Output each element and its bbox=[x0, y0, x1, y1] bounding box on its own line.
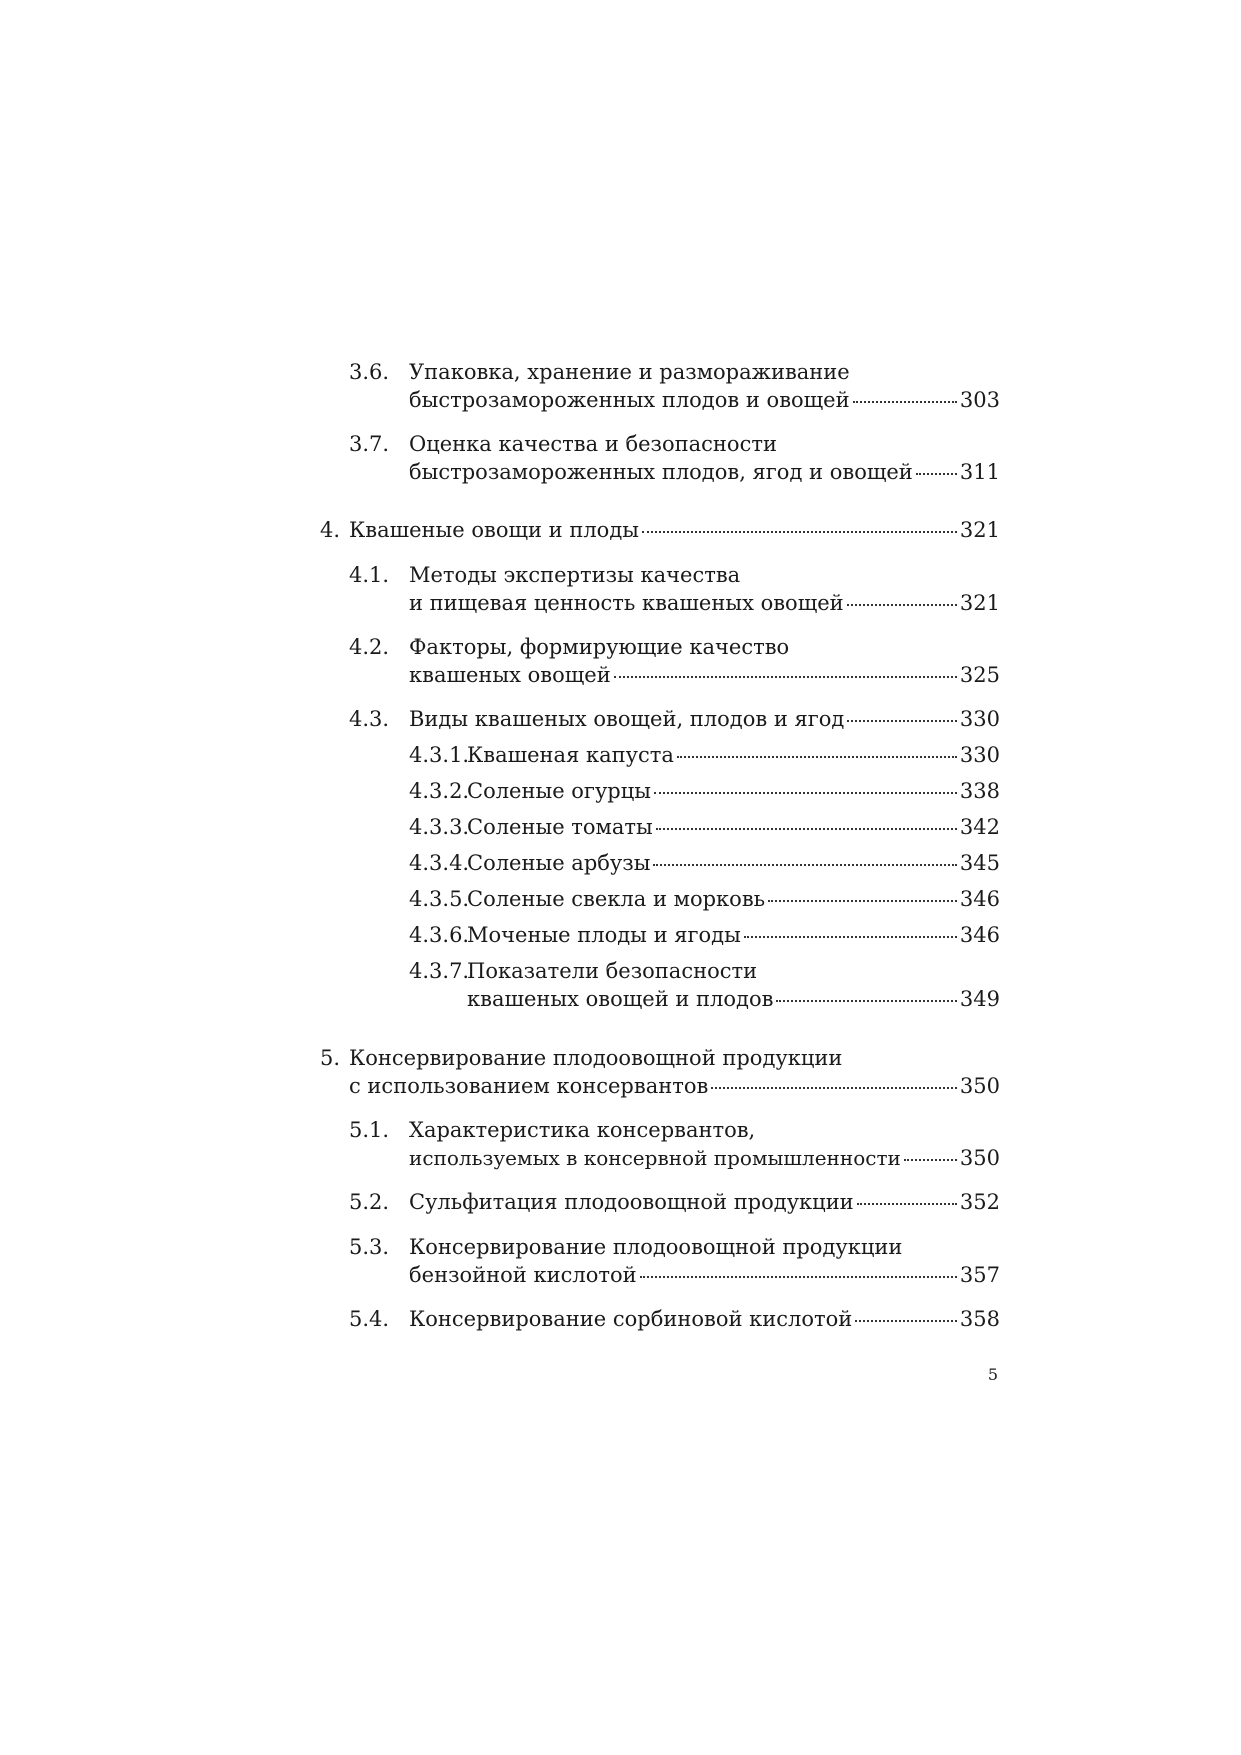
toc-entry-number: 4.3.4. bbox=[409, 851, 470, 875]
toc-entry-page: 346 bbox=[959, 923, 1000, 947]
toc-entry-title-line: Виды квашеных овощей, плодов и ягод bbox=[409, 707, 845, 731]
dot-leader bbox=[640, 1276, 957, 1278]
toc-entry-page: 321 bbox=[959, 518, 1000, 542]
toc-entry-title-line: Сульфитация плодоовощной продукции bbox=[409, 1190, 854, 1214]
toc-entry-title-line: Оценка качества и безопасности bbox=[409, 432, 777, 456]
toc-entry-page: 325 bbox=[959, 663, 1000, 687]
dot-leader bbox=[768, 900, 957, 902]
dot-leader bbox=[654, 792, 957, 794]
toc-entry-number: 5. bbox=[320, 1046, 341, 1070]
toc-entry bbox=[0, 358, 1241, 418]
toc-entry-title-line: Упаковка, хранение и размораживание bbox=[409, 360, 850, 384]
toc-entry-title-line: Консервирование плодоовощной продукции bbox=[409, 1235, 903, 1259]
toc-entry-title-line: Показатели безопасности bbox=[467, 959, 758, 983]
toc-entry-page: 342 bbox=[959, 815, 1000, 839]
toc-entry-title-line: квашеных овощей bbox=[409, 663, 611, 687]
toc-entry-page: 358 bbox=[959, 1307, 1000, 1331]
toc-entry-number: 4.3.6. bbox=[409, 923, 470, 947]
toc-entry bbox=[0, 430, 1241, 490]
toc-entry-title-line: и пищевая ценность квашеных овощей bbox=[409, 591, 844, 615]
dot-leader bbox=[614, 676, 957, 678]
dot-leader bbox=[653, 864, 956, 866]
toc-entry-title-line: используемых в консервной промышленности bbox=[409, 1146, 901, 1170]
toc-entry-page: 330 bbox=[959, 707, 1000, 731]
toc-entry-number: 4. bbox=[320, 518, 341, 542]
dot-leader bbox=[847, 604, 957, 606]
toc-entry bbox=[0, 705, 1241, 737]
toc-entry-title-line: Факторы, формирующие качество bbox=[409, 635, 790, 659]
toc-entry-title-line: Соленые томаты bbox=[467, 815, 653, 839]
dot-leader bbox=[857, 1203, 957, 1205]
toc-entry-number: 4.2. bbox=[349, 635, 390, 659]
toc-entry bbox=[0, 1305, 1241, 1337]
toc-entry-number: 4.3.2. bbox=[409, 779, 470, 803]
toc-entry-title-line: Консервирование плодоовощной продукции bbox=[349, 1046, 843, 1070]
toc-entry-number: 4.3.3. bbox=[409, 815, 470, 839]
toc-entry-number: 4.1. bbox=[349, 563, 390, 587]
toc-entry-number: 3.6. bbox=[349, 360, 390, 384]
toc-entry bbox=[0, 813, 1241, 845]
toc-entry-number: 5.3. bbox=[349, 1235, 390, 1259]
dot-leader bbox=[711, 1087, 957, 1089]
page-number: 5 bbox=[987, 1365, 998, 1384]
toc-entry-page: 349 bbox=[959, 987, 1000, 1011]
dot-leader bbox=[744, 936, 957, 938]
toc-entry-title-line: Методы экспертизы качества bbox=[409, 563, 741, 587]
toc-entry-page: 352 bbox=[959, 1190, 1000, 1214]
toc-entry-title-line: Квашеная капуста bbox=[467, 743, 674, 767]
toc-entry-number: 3.7. bbox=[349, 432, 390, 456]
toc-entry-page: 321 bbox=[959, 591, 1000, 615]
toc-entry bbox=[0, 1233, 1241, 1293]
toc-entry-title-line: Моченые плоды и ягоды bbox=[467, 923, 741, 947]
dot-leader bbox=[904, 1159, 957, 1161]
dot-leader bbox=[656, 828, 957, 830]
toc-entry-title-line: Соленые арбузы bbox=[467, 851, 651, 875]
toc-entry bbox=[0, 957, 1241, 1017]
toc-entry-page: 350 bbox=[959, 1074, 1000, 1098]
toc-entry-title-line: Соленые свекла и морковь bbox=[467, 887, 766, 911]
toc-entry-title-line: квашеных овощей и плодов bbox=[467, 987, 774, 1011]
toc-entry bbox=[0, 561, 1241, 621]
toc-entry-number: 4.3.7. bbox=[409, 959, 470, 983]
toc-entry-page: 357 bbox=[959, 1263, 1000, 1287]
toc-entry-title-line: Соленые огурцы bbox=[467, 779, 651, 803]
dot-leader bbox=[677, 756, 957, 758]
dot-leader bbox=[642, 531, 957, 533]
toc-entry bbox=[0, 777, 1241, 809]
toc-entry-page: 338 bbox=[959, 779, 1000, 803]
toc-entry-page: 311 bbox=[959, 460, 1000, 484]
toc-entry bbox=[0, 1116, 1241, 1176]
dot-leader bbox=[853, 401, 957, 403]
toc-entry-page: 303 bbox=[959, 388, 1000, 412]
toc-entry bbox=[0, 741, 1241, 773]
toc-entry bbox=[0, 885, 1241, 917]
toc-entry bbox=[0, 921, 1241, 953]
toc-entry-number: 5.2. bbox=[349, 1190, 390, 1214]
toc-entry-title-line: бензойной кислотой bbox=[409, 1263, 637, 1287]
toc-entry-page: 346 bbox=[959, 887, 1000, 911]
toc-entry bbox=[0, 1188, 1241, 1220]
toc-entry-title-line: быстрозамороженных плодов и овощей bbox=[409, 388, 850, 412]
toc-entry-title-line: с использованием консервантов bbox=[349, 1074, 709, 1098]
dot-leader bbox=[855, 1320, 957, 1322]
toc-entry bbox=[0, 516, 1241, 548]
toc-entry bbox=[0, 633, 1241, 693]
toc-entry-page: 345 bbox=[959, 851, 1000, 875]
toc-entry-title-line: Характеристика консервантов, bbox=[409, 1118, 756, 1142]
toc-entry-number: 4.3.5. bbox=[409, 887, 470, 911]
toc-entry-number: 5.4. bbox=[349, 1307, 390, 1331]
dot-leader bbox=[776, 1000, 956, 1002]
toc-entry bbox=[0, 1044, 1241, 1104]
dot-leader bbox=[916, 473, 957, 475]
toc-entry bbox=[0, 849, 1241, 881]
toc-entry-number: 4.3.1. bbox=[409, 743, 470, 767]
toc-entry-page: 350 bbox=[959, 1146, 1000, 1170]
toc-entry-title-line: Квашеные овощи и плоды bbox=[349, 518, 639, 542]
dot-leader bbox=[847, 720, 957, 722]
toc-entry-title-line: Консервирование сорбиновой кислотой bbox=[409, 1307, 853, 1331]
toc-entry-number: 5.1. bbox=[349, 1118, 390, 1142]
toc-entry-number: 4.3. bbox=[349, 707, 390, 731]
toc-entry-page: 330 bbox=[959, 743, 1000, 767]
toc-entry-title-line: быстрозамороженных плодов, ягод и овощей bbox=[409, 460, 913, 484]
